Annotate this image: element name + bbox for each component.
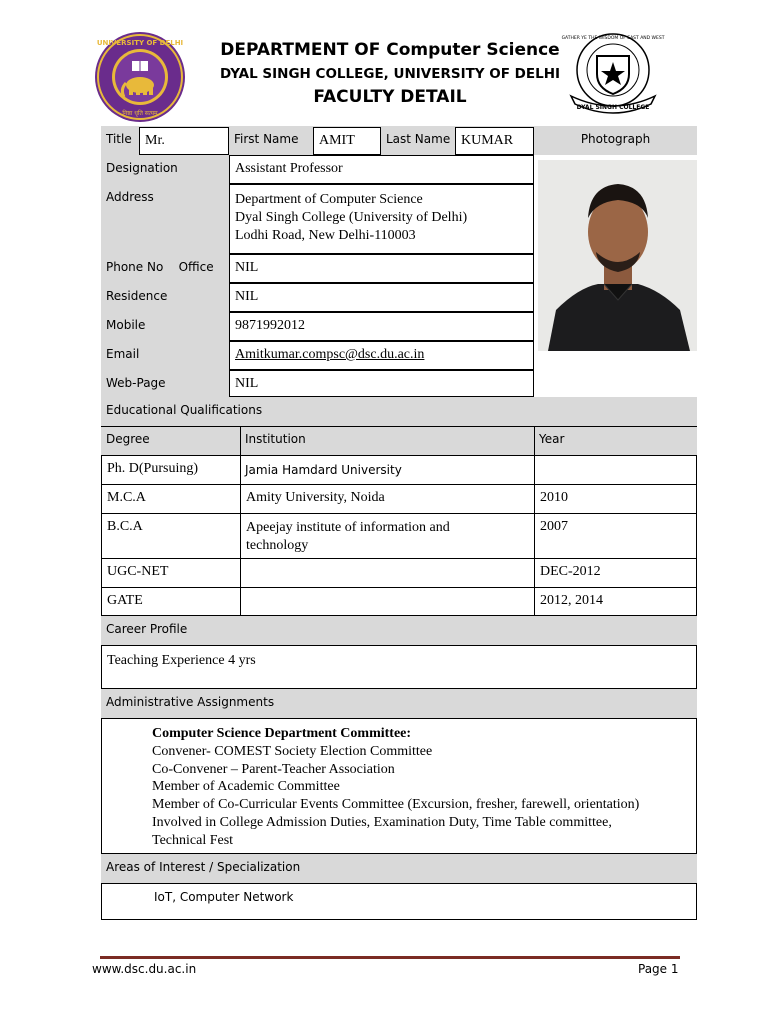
table-row-4-degree: UGC-NET [107, 564, 169, 579]
logo-right-banner-text: DYAL SINGH COLLEGE [576, 104, 650, 111]
last-name-field[interactable]: KUMAR [455, 127, 534, 155]
email-label: Email [106, 347, 140, 361]
footer-website-link[interactable]: www.dsc.du.ac.in [92, 962, 197, 976]
address-line-2: Dyal Singh College (University of Delhi) [235, 210, 468, 225]
title-label: Title [106, 132, 132, 146]
admin-line-1: Convener- COMEST Society Election Committee [152, 743, 433, 759]
table-row-2-institution: Amity University, Noida [246, 490, 385, 505]
admin-line-6: Technical Fest [152, 832, 234, 848]
admin-line-2: Co-Convener – Parent-Teacher Association [152, 761, 395, 777]
last-name-label: Last Name [386, 132, 451, 146]
logo-left-motto: निष्ठा धृति सत्यम् [122, 110, 158, 117]
interest-text: IoT, Computer Network [154, 890, 294, 904]
footer-page-number: Page 1 [638, 962, 679, 976]
admin-section-header [101, 689, 697, 718]
career-section-header [101, 616, 697, 645]
college-title: DYAL SINGH COLLEGE, UNIVERSITY OF DELHI [219, 66, 561, 82]
education-header-degree: Degree [106, 432, 150, 446]
address-line-3: Lodhi Road, New Delhi-110003 [235, 228, 416, 243]
title-field[interactable]: Mr. [139, 127, 229, 155]
webpage-field[interactable]: NIL [229, 370, 534, 397]
department-title: DEPARTMENT OF Computer Science [220, 40, 560, 60]
address-label: Address [106, 190, 154, 204]
webpage-label: Web-Page [106, 376, 166, 390]
table-row-4-year: DEC-2012 [540, 564, 601, 579]
admin-line-4: Member of Co-Curricular Events Committee (Excursion, fresher, farewell, orientation) [152, 797, 640, 813]
logo-right-ring-text: GATHER YE THE WISDOM OF EAST AND WEST [561, 36, 665, 41]
interest-body [101, 883, 697, 920]
first-name-field[interactable]: AMIT [313, 127, 381, 155]
phone-office-field[interactable]: NIL [229, 254, 534, 283]
first-name-label: First Name [234, 132, 299, 146]
table-row-1-institution: Jamia Hamdard University [245, 463, 402, 477]
logo-left-ring-text: UNIVERSITY OF DELHI [96, 39, 184, 47]
email-link[interactable]: Amitkumar.compsc@dsc.du.ac.in [235, 347, 425, 362]
interest-section-header [101, 854, 697, 883]
mobile-label: Mobile [106, 318, 146, 332]
phone-office-label: Phone No Office [106, 260, 214, 274]
faculty-detail-title: FACULTY DETAIL [313, 87, 467, 107]
footer-rule [100, 956, 680, 959]
address-line-1: Department of Computer Science [235, 192, 423, 207]
dyal-singh-college-logo [561, 30, 665, 116]
photograph-label: Photograph [580, 132, 651, 146]
residence-label: Residence [106, 289, 168, 303]
table-row-5-institution [241, 588, 533, 615]
designation-label: Designation [106, 161, 178, 175]
email-field[interactable] [229, 341, 534, 370]
table-row-2-degree: M.C.A [107, 490, 146, 505]
admin-heading: Computer Science Department Committee: [152, 726, 412, 741]
mobile-field[interactable]: 9871992012 [229, 312, 534, 341]
table-row-4-institution [241, 559, 533, 586]
table-row-1-degree: Ph. D(Pursuing) [107, 461, 199, 476]
career-text: Teaching Experience 4 yrs [101, 645, 697, 689]
residence-field[interactable]: NIL [229, 283, 534, 312]
career-section-label: Career Profile [106, 622, 188, 636]
interest-section-label: Areas of Interest / Specialization [106, 860, 301, 874]
table-row-3-institution: Apeejay institute of information and technology [246, 520, 450, 553]
faculty-photo [538, 160, 697, 351]
table-row-3-degree: B.C.A [107, 519, 143, 534]
table-row-1-year [535, 456, 696, 483]
table-row-5-degree: GATE [107, 593, 143, 608]
education-section-header [101, 397, 697, 426]
table-row-5-year: 2012, 2014 [540, 593, 603, 608]
admin-line-5: Involved in College Admission Duties, Examination Duty, Time Table committee, [152, 814, 612, 830]
admin-section-label: Administrative Assignments [106, 695, 275, 709]
address-field[interactable] [229, 184, 534, 254]
university-of-delhi-logo [94, 31, 186, 123]
admin-line-3: Member of Academic Committee [152, 779, 340, 795]
education-section-label: Educational Qualifications [106, 403, 263, 417]
designation-field[interactable]: Assistant Professor [229, 155, 534, 184]
education-header-year: Year [539, 432, 565, 446]
table-row-2-year: 2010 [540, 490, 568, 505]
table-row-3-year: 2007 [540, 519, 568, 534]
education-header-institution: Institution [245, 432, 306, 446]
admin-body [101, 718, 697, 854]
